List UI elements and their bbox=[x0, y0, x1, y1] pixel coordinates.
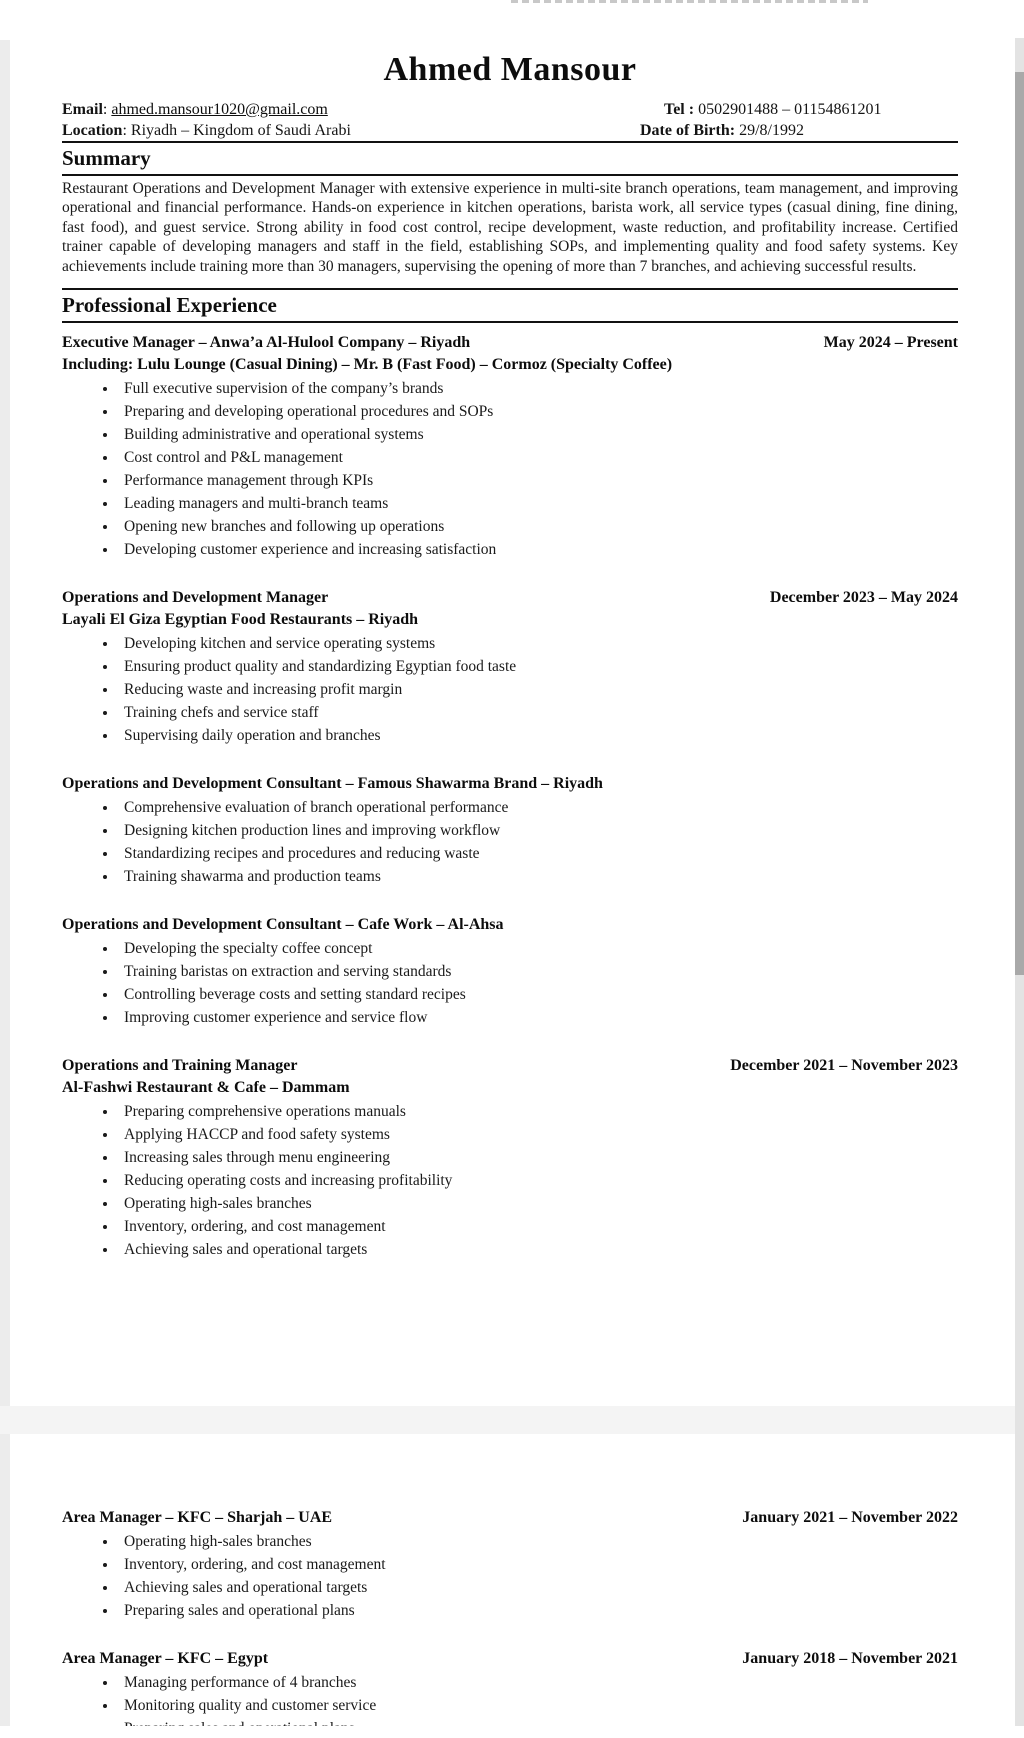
page1-jobs bbox=[62, 332, 958, 1259]
job-entry bbox=[62, 1055, 958, 1259]
resume-name: Ahmed Mansour bbox=[383, 51, 637, 88]
bullet-item: • Training chefs and service staff bbox=[118, 704, 958, 722]
contact-block bbox=[62, 99, 958, 141]
bullet-item: • Operating high-sales branches bbox=[118, 1195, 958, 1213]
bullet-item: • Achieving sales and operational targets bbox=[118, 1579, 958, 1597]
job-entry bbox=[62, 587, 958, 745]
job-head bbox=[62, 1507, 958, 1529]
job-head bbox=[62, 1055, 958, 1077]
bullet-item: • Building administrative and operational systems bbox=[118, 426, 958, 444]
email-label: Email bbox=[62, 100, 103, 118]
job-title: Operations and Development Consultant – Famous Shawarma Brand – Riyadh bbox=[62, 775, 603, 793]
tel-value: 0502901488 – 01154861201 bbox=[698, 100, 882, 118]
job-head bbox=[62, 914, 958, 936]
email-field bbox=[62, 99, 640, 120]
bullet-item: • Achieving sales and operational targets bbox=[118, 1241, 958, 1259]
page-gap bbox=[0, 1406, 1015, 1434]
job-bullet-list bbox=[62, 635, 958, 745]
job-bullet-list bbox=[62, 1103, 958, 1259]
job-head bbox=[62, 1648, 958, 1670]
location-field bbox=[62, 120, 640, 141]
location-label: Location bbox=[62, 121, 123, 139]
viewer-left-margin bbox=[0, 40, 10, 1726]
job-entry bbox=[62, 332, 958, 559]
dob-label: Date of Birth: bbox=[640, 121, 736, 139]
bullet-item: • Inventory, ordering, and cost management bbox=[118, 1218, 958, 1236]
experience-heading: Professional Experience bbox=[62, 288, 958, 323]
bullet-item: • Developing customer experience and increasing satisfaction bbox=[118, 541, 958, 559]
bullet-item: • Operating high-sales branches bbox=[118, 1533, 958, 1551]
job-bullet-list bbox=[62, 799, 958, 886]
job-head bbox=[62, 332, 958, 354]
bullet-item: • Ensuring product quality and standardizing Egyptian food taste bbox=[118, 658, 958, 676]
job-date-range: May 2024 – Present bbox=[823, 334, 958, 352]
tel-field bbox=[640, 99, 958, 120]
dob-value: 29/8/1992 bbox=[739, 121, 804, 139]
email-link[interactable]: ahmed.mansour1020@gmail.com bbox=[111, 100, 328, 118]
bullet-item: • Full executive supervision of the company’s brands bbox=[118, 380, 958, 398]
page2-jobs bbox=[62, 1507, 958, 1738]
dob-field bbox=[640, 120, 958, 141]
bullet-item: • Inventory, ordering, and cost management bbox=[118, 1556, 958, 1574]
bullet-item: • Opening new branches and following up operations bbox=[118, 518, 958, 536]
job-entry bbox=[62, 1648, 958, 1738]
scrollbar-thumb[interactable] bbox=[1015, 72, 1024, 975]
bullet-item: • Developing kitchen and service operating systems bbox=[118, 635, 958, 653]
job-title: Operations and Development Manager bbox=[62, 589, 329, 607]
summary-heading: Summary bbox=[62, 141, 958, 176]
bullet-item: • Standardizing recipes and procedures and reducing waste bbox=[118, 845, 958, 863]
bullet-item: • Training baristas on extraction and serving standards bbox=[118, 963, 958, 981]
job-head bbox=[62, 587, 958, 609]
job-title: Operations and Training Manager bbox=[62, 1057, 298, 1075]
job-head bbox=[62, 773, 958, 795]
bullet-item: • Cost control and P&L management bbox=[118, 449, 958, 467]
resume-page-1 bbox=[10, 40, 1014, 1406]
job-bullet-list bbox=[62, 1533, 958, 1620]
bullet-item: • Developing the specialty coffee concept bbox=[118, 940, 958, 958]
bullet-item: • Reducing operating costs and increasing profitability bbox=[118, 1172, 958, 1190]
bullet-item: • Monitoring quality and customer service bbox=[118, 1697, 958, 1715]
job-title: Area Manager – KFC – Sharjah – UAE bbox=[62, 1509, 333, 1526]
bullet-item: • Preparing sales and operational plans bbox=[118, 1602, 958, 1620]
email-colon: : bbox=[102, 100, 112, 118]
job-subtitle: Al-Fashwi Restaurant & Cafe – Dammam bbox=[62, 1079, 350, 1097]
job-date-range: December 2021 – November 2023 bbox=[730, 1057, 958, 1075]
job-entry bbox=[62, 1507, 958, 1620]
job-date-range: January 2021 – November 2022 bbox=[742, 1509, 958, 1526]
job-title: Executive Manager – Anwa’a Al-Hulool Company – Riyadh bbox=[62, 334, 471, 352]
job-bullet-list bbox=[62, 380, 958, 559]
job-subtitle: Including: Lulu Lounge (Casual Dining) – Mr. B (Fast Food) – Cormoz (Specialty Coffee) bbox=[62, 356, 673, 374]
scrollbar-track[interactable] bbox=[1015, 38, 1024, 1726]
location-value: Riyadh – Kingdom of Saudi Arabi bbox=[130, 121, 351, 139]
job-entry bbox=[62, 773, 958, 886]
bullet-item: • Preparing comprehensive operations manuals bbox=[118, 1103, 958, 1121]
bullet-item: • Preparing and developing operational procedures and SOPs bbox=[118, 403, 958, 421]
bullet-item: • Performance management through KPIs bbox=[118, 472, 958, 490]
job-date-range: December 2023 – May 2024 bbox=[769, 589, 958, 607]
resume-page-2 bbox=[10, 1434, 1014, 1738]
bullet-item: • Leading managers and multi-branch teams bbox=[118, 495, 958, 513]
top-dashed-line bbox=[511, 0, 868, 3]
bullet-item: • Designing kitchen production lines and improving workflow bbox=[118, 822, 958, 840]
job-subtitle: Layali El Giza Egyptian Food Restaurants – Riyadh bbox=[62, 611, 419, 629]
bottom-edge bbox=[0, 1726, 1024, 1738]
bullet-item: • Applying HACCP and food safety systems bbox=[118, 1126, 958, 1144]
tel-label: Tel : bbox=[664, 100, 695, 118]
bullet-item: • Controlling beverage costs and setting standard recipes bbox=[118, 986, 958, 1004]
bullet-item: • Increasing sales through menu engineering bbox=[118, 1149, 958, 1167]
bullet-item: • Reducing waste and increasing profit margin bbox=[118, 681, 958, 699]
summary-text: Restaurant Operations and Development Manager with extensive experience in multi-site branch operations, team management, and improving operational and financial performance. Hands-on experience in kitchen operations, barista work, all service types (casual dining, fine dining, fast food), and guest service. Strong ability in food cost control, recipe development, waste reduction, and profitability increase. Certified trainer capable of developing managers and staff in the field, establishing SOPs, and implementing quality and food safety systems. Key achievements include training more than 30 managers, supervising the opening of more than 7 branches, and achieving successful results. bbox=[62, 179, 958, 275]
contact-row-1 bbox=[62, 99, 958, 120]
job-bullet-list bbox=[62, 940, 958, 1027]
bullet-item: • Comprehensive evaluation of branch operational performance bbox=[118, 799, 958, 817]
job-title: Operations and Development Consultant – Cafe Work – Al-Ahsa bbox=[62, 916, 504, 934]
bullet-item: • Supervising daily operation and branches bbox=[118, 727, 958, 745]
bullet-item: • Training shawarma and production teams bbox=[118, 868, 958, 886]
bullet-item: • Managing performance of 4 branches bbox=[118, 1674, 958, 1692]
location-colon: : bbox=[122, 121, 131, 139]
job-date-range: January 2018 – November 2021 bbox=[742, 1650, 958, 1667]
contact-row-2 bbox=[62, 120, 958, 141]
job-title: Area Manager – KFC – Egypt bbox=[62, 1650, 269, 1667]
bullet-item: • Improving customer experience and service flow bbox=[118, 1009, 958, 1027]
job-entry bbox=[62, 914, 958, 1027]
